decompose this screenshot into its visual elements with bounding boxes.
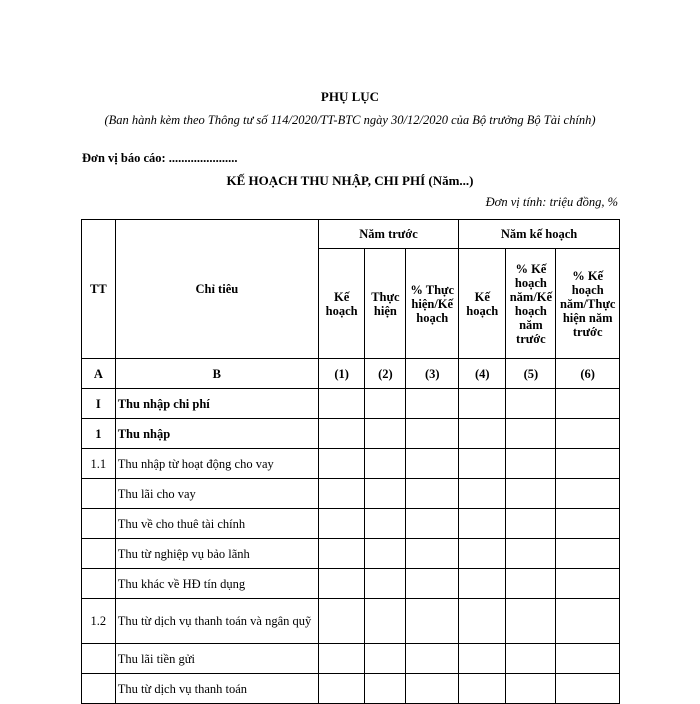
value-cell [365,449,406,479]
index-cell: (5) [506,359,556,389]
value-cell [556,644,620,674]
value-cell [406,419,459,449]
header-indicator: Chỉ tiêu [115,220,318,359]
value-cell [365,569,406,599]
value-cell [506,419,556,449]
table-row [82,419,620,449]
value-cell [556,449,620,479]
value-cell [406,509,459,539]
index-cell: (2) [365,359,406,389]
value-cell [406,539,459,569]
value-cell [318,449,364,479]
value-cell [318,539,364,569]
row-indicator: Thu từ nghiệp vụ bảo lãnh [115,539,318,569]
value-cell [318,509,364,539]
value-cell [406,674,459,704]
row-tt [82,569,116,599]
value-cell [459,599,506,644]
header-previous-year: Năm trước [318,220,458,249]
row-tt [82,674,116,704]
value-cell [318,389,364,419]
value-cell [459,674,506,704]
value-cell [406,479,459,509]
table-row [82,644,620,674]
value-cell [459,569,506,599]
value-cell [459,449,506,479]
value-cell [365,674,406,704]
value-cell [406,389,459,419]
value-cell [506,539,556,569]
value-cell [365,644,406,674]
reporting-unit: Đơn vị báo cáo: ...................... [82,151,238,165]
value-cell [506,674,556,704]
value-cell [318,419,364,449]
row-indicator: Thu lãi tiền gửi [115,644,318,674]
value-cell [556,419,620,449]
table-row [82,389,620,419]
header-prev-actual-vs-plan: % Thực hiện/Kế hoạch [406,249,459,359]
unit-note: Đơn vị tính: triệu đồng, % [485,195,618,209]
row-indicator: Thu từ dịch vụ thanh toán và ngân quỹ [115,599,318,644]
value-cell [556,569,620,599]
value-cell [459,419,506,449]
index-cell: (3) [406,359,459,389]
report-title: KẾ HOẠCH THU NHẬP, CHI PHÍ (Năm...) [226,173,474,188]
value-cell [459,644,506,674]
row-indicator: Thu khác về HĐ tín dụng [115,569,318,599]
row-tt: 1 [82,419,116,449]
index-cell: (6) [556,359,620,389]
row-indicator: Thu nhập [115,419,318,449]
index-cell: A [82,359,116,389]
row-tt: 1.1 [82,449,116,479]
column-index-row [82,359,620,389]
value-cell [506,389,556,419]
value-cell [556,599,620,644]
value-cell [459,389,506,419]
value-cell [318,479,364,509]
value-cell [318,674,364,704]
row-indicator: Thu từ dịch vụ thanh toán [115,674,318,704]
income-expense-plan-table [81,219,620,704]
table-row [82,599,620,644]
row-indicator: Thu về cho thuê tài chính [115,509,318,539]
header-plan-year: Năm kế hoạch [459,220,620,249]
value-cell [556,479,620,509]
value-cell [506,644,556,674]
value-cell [365,389,406,419]
table-row [82,449,620,479]
header-plan-vs-prev-plan: % Kế hoạch năm/Kế hoạch năm trước [506,249,556,359]
value-cell [365,509,406,539]
header-plan: Kế hoạch [459,249,506,359]
header-prev-plan: Kế hoạch [318,249,364,359]
value-cell [556,509,620,539]
row-indicator: Thu nhập từ hoạt động cho vay [115,449,318,479]
table-row [82,569,620,599]
header-tt: TT [82,220,116,359]
table-row [82,479,620,509]
value-cell [406,644,459,674]
value-cell [406,599,459,644]
table-body [82,389,620,704]
row-tt [82,509,116,539]
value-cell [406,569,459,599]
row-tt: I [82,389,116,419]
row-tt [82,644,116,674]
value-cell [459,479,506,509]
header-prev-actual: Thực hiện [365,249,406,359]
value-cell [365,419,406,449]
value-cell [365,539,406,569]
value-cell [506,569,556,599]
row-indicator: Thu lãi cho vay [115,479,318,509]
value-cell [459,539,506,569]
value-cell [318,569,364,599]
row-tt: 1.2 [82,599,116,644]
value-cell [318,644,364,674]
header-plan-vs-prev-actual: % Kế hoạch năm/Thực hiện năm trước [556,249,620,359]
value-cell [506,509,556,539]
value-cell [556,539,620,569]
index-cell: (1) [318,359,364,389]
value-cell [556,389,620,419]
value-cell [459,509,506,539]
table-row [82,674,620,704]
value-cell [318,599,364,644]
row-tt [82,539,116,569]
value-cell [406,449,459,479]
value-cell [365,479,406,509]
value-cell [556,674,620,704]
appendix-title: PHỤ LỤC [320,89,380,104]
value-cell [506,599,556,644]
index-cell: B [115,359,318,389]
value-cell [506,449,556,479]
issuance-note: (Ban hành kèm theo Thông tư số 114/2020/TT-BTC ngày 30/12/2020 của Bộ trưởng Bộ Tài chính) [104,113,596,127]
table-row [82,509,620,539]
value-cell [506,479,556,509]
value-cell [365,599,406,644]
row-indicator: Thu nhập chi phí [115,389,318,419]
index-cell: (4) [459,359,506,389]
table-row [82,539,620,569]
row-tt [82,479,116,509]
